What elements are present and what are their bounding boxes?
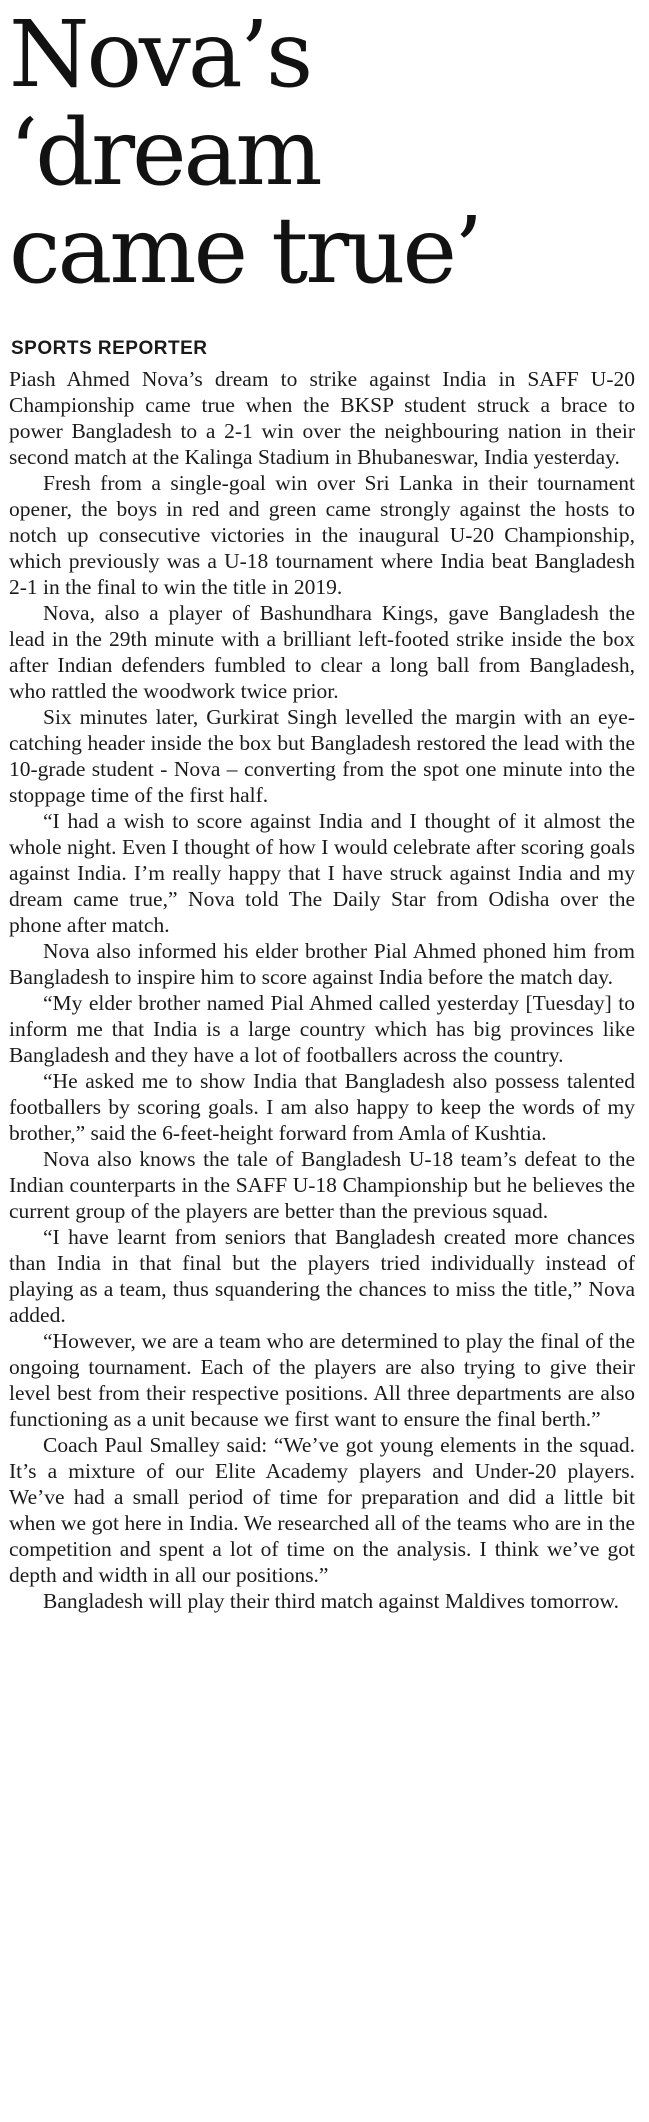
headline-line-1: Nova’s [9, 1, 311, 108]
paragraph: Nova also informed his elder brother Pial Ahmed phoned him from Bangladesh to inspire him to score against India before the match day. [9, 939, 635, 989]
paragraph: Coach Paul Smalley said: “We’ve got young elements in the squad. It’s a mixture of our Elite Academy players and Under-20 players. We’ve had a small period of time for preparation and did a little bit when we got here in India. We researched all of the teams who are in the competition and spent a lot of time on the analysis. I think we’ve got depth and width in all our positions.” [9, 1433, 635, 1587]
paragraph: “My elder brother named Pial Ahmed called yesterday [Tuesday] to inform me that India is a large country which has big provinces like Bangladesh and they have a lot of footballers across the country. [9, 991, 635, 1067]
paragraph: Six minutes later, Gurkirat Singh levelled the margin with an eye-catching header inside the box but Bangladesh restored the lead with the 10-grade student - Nova – converting from the spot one minute into the stoppage time of the first half. [9, 705, 635, 807]
paragraph: Fresh from a single-goal win over Sri Lanka in their tournament opener, the boys in red and green came strongly against the hosts to notch up consecutive victories in the inaugural U-20 Championship, which previously was a U-18 tournament where India beat Bangladesh 2-1 in the final to win the title in 2019. [9, 471, 635, 599]
paragraph: “However, we are a team who are determined to play the final of the ongoing tournament. Each of the players are also trying to give their level best from their respective positions. All three departments are also functioning as a unit because we first want to ensure the final berth.” [9, 1329, 635, 1431]
article [9, 0, 635, 1614]
byline: SPORTS REPORTER [11, 338, 208, 359]
headline [9, 1, 635, 304]
article-body [9, 366, 635, 1614]
paragraph: Piash Ahmed Nova’s dream to strike against India in SAFF U-20 Championship came true when the BKSP student struck a brace to power Bangladesh to a 2-1 win over the neighbouring nation in their second match at the Kalinga Stadium in Bhubaneswar, India yesterday. [9, 367, 635, 469]
headline-line-3: came true’ [9, 197, 481, 304]
headline-line-2: ‘dream [9, 99, 320, 206]
paragraph: Bangladesh will play their third match against Maldives tomorrow. [43, 1589, 619, 1613]
paragraph: Nova also knows the tale of Bangladesh U-18 team’s defeat to the Indian counterparts in the SAFF U-18 Championship but he believes the current group of the players are better than the previous squad. [9, 1147, 635, 1223]
paragraph: “I have learnt from seniors that Bangladesh created more chances than India in that final but the players tried individually instead of playing as a team, thus squandering the chances to miss the title,” Nova added. [9, 1225, 635, 1327]
paragraph: “He asked me to show India that Bangladesh also possess talented footballers by scoring goals. I am also happy to keep the words of my brother,” said the 6-feet-height forward from Amla of Kushtia. [9, 1069, 635, 1145]
paragraph: Nova, also a player of Bashundhara Kings, gave Bangladesh the lead in the 29th minute with a brilliant left-footed strike inside the box after Indian defenders fumbled to clear a long ball from Bangladesh, who rattled the woodwork twice prior. [9, 601, 635, 703]
paragraph: “I had a wish to score against India and I thought of it almost the whole night. Even I thought of how I would celebrate after scoring goals against India. I’m really happy that I have struck against India and my dream came true,” Nova told The Daily Star from Odisha over the phone after match. [9, 809, 635, 937]
